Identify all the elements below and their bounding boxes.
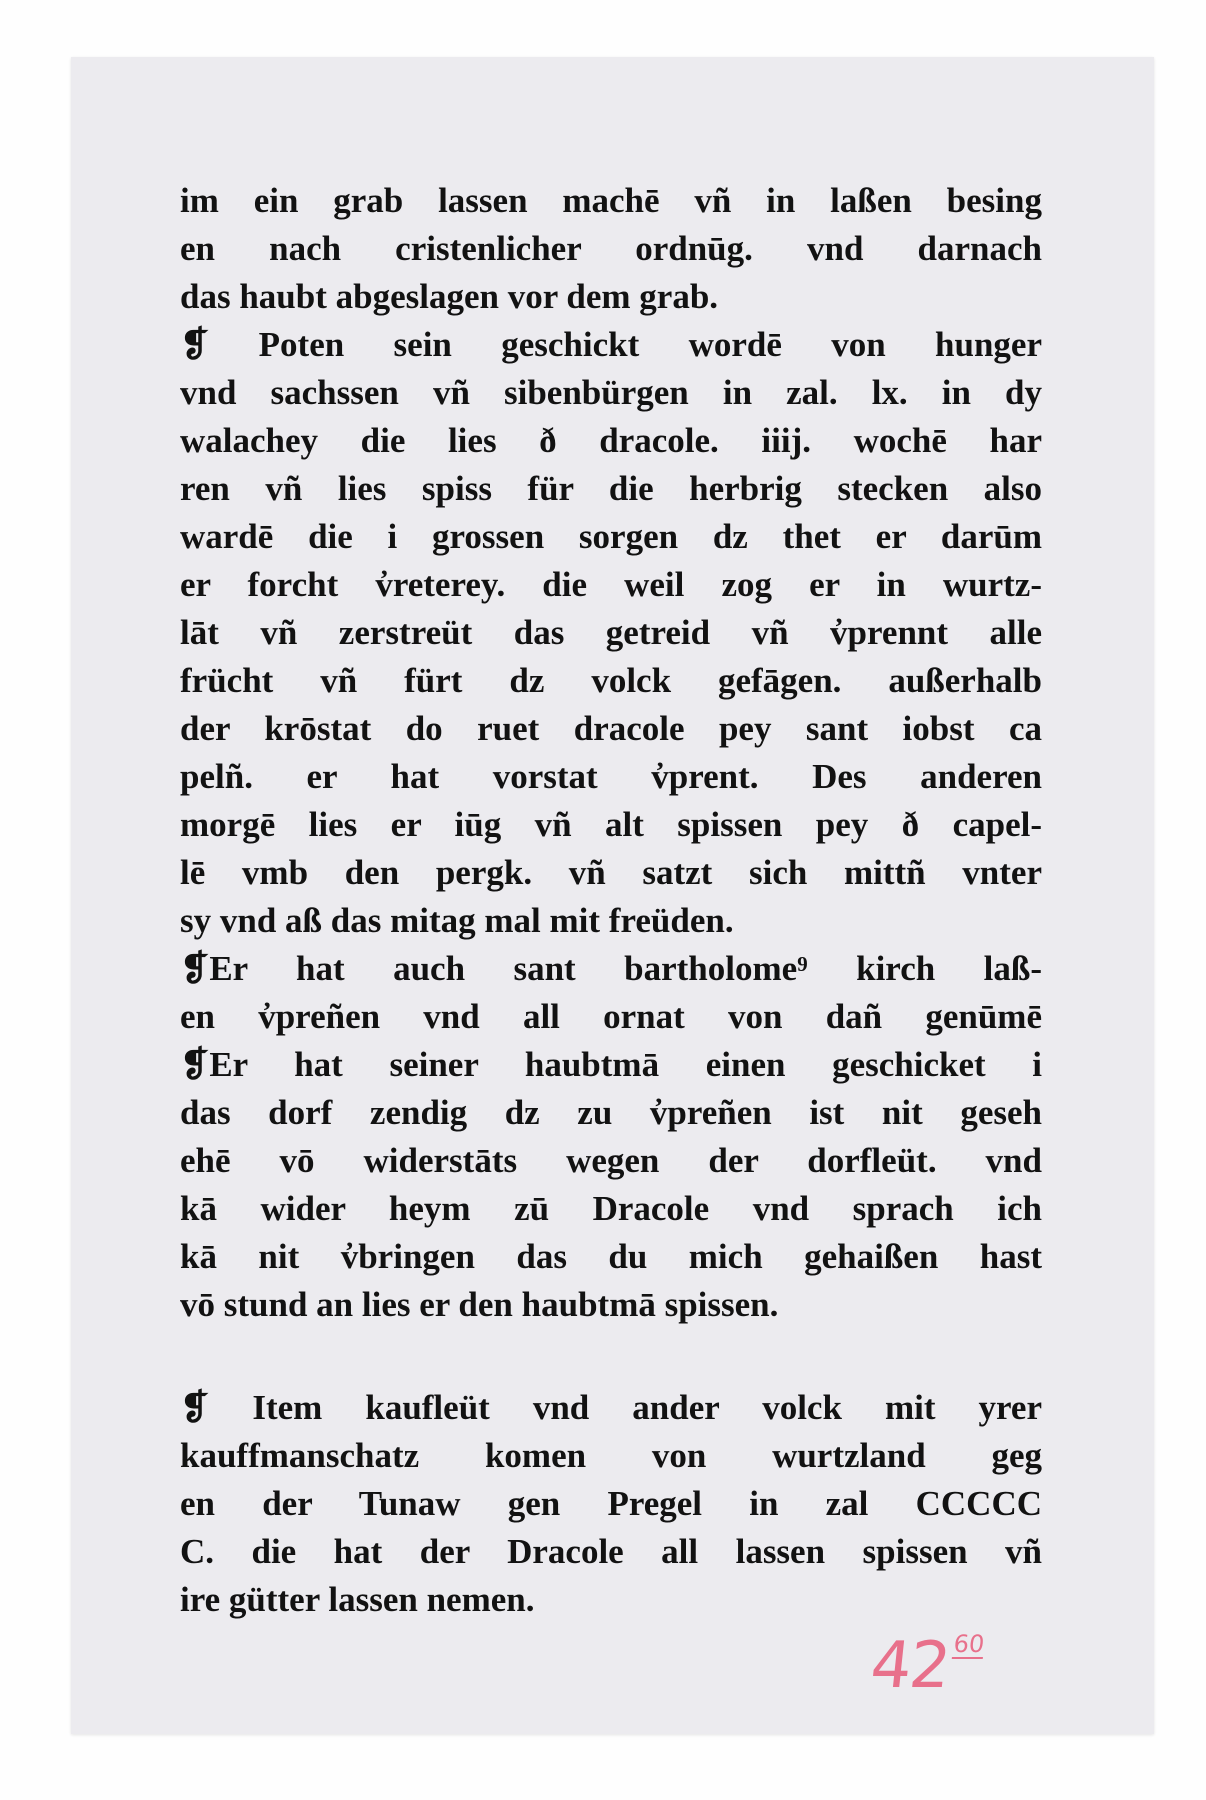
text-line: ehē vō widerstāts wegen der dorfleüt. vnd [180,1141,1042,1180]
text-line: en der Tunaw gen Pregel in zal CCCCC [180,1484,1042,1523]
text-line: lē vmb den pergk. vñ satzt sich mittñ vnter [180,853,1042,892]
text-line: kauffmanschatz komen von wurtzland geg [180,1436,1042,1475]
text-line: vō stund an lies er den haubtmā spissen. [180,1285,779,1324]
price-note-superscript: 60 [952,1630,986,1658]
text-line: kā nit v̓bringen das du mich gehaißen hast [180,1237,1042,1276]
page-text-block [180,177,1042,1624]
text-line: pelñ. er hat vorstat v̓prent. Des anderen [180,757,1042,796]
text-line: er forcht v̓reterey. die weil zog er in wurtz- [180,565,1042,604]
text-line: sy vnd aß das mitag mal mit freüden. [180,901,734,940]
text-line: lāt vñ zerstreüt das getreid vñ v̓prennt alle [180,613,1042,652]
text-line: vnd sachssen vñ sibenbürgen in zal. lx. in dy [180,373,1042,412]
text-line: en v̓preñen vnd all ornat von dañ genūmē [180,997,1042,1036]
text-line: das dorf zendig dz zu v̓preñen ist nit geseh [180,1093,1042,1132]
price-note-main: 42 [867,1629,953,1703]
text-line: ❡ Item kaufleüt vnd ander volck mit yrer [180,1388,1042,1427]
text-line: morgē lies er iūg vñ alt spissen pey ð capel- [180,805,1042,844]
text-line: en nach cristenlicher ordnūg. vnd darnach [180,229,1042,268]
text-line: C. die hat der Dracole all lassen spissen vñ [180,1532,1042,1571]
text-line: ❡ Poten sein geschickt wordē von hunger [180,325,1042,364]
text-line: kā wider heym zū Dracole vnd sprach ich [180,1189,1042,1228]
text-line: im ein grab lassen machē vñ in laßen besing [180,181,1042,220]
text-line: das haubt abgeslagen vor dem grab. [180,277,719,316]
printed-page-sheet [71,57,1154,1734]
text-line: ire gütter lassen nemen. [180,1580,535,1619]
text-line: ❡Er hat seiner haubtmā einen geschicket i [180,1045,1042,1084]
paragraph-gap [180,1329,1042,1384]
text-line: frücht vñ fürt dz volck gefāgen. außerhalb [180,661,1042,700]
text-line: ❡Er hat auch sant bartholome⁹ kirch laß- [180,949,1042,988]
pencil-price-note [867,1629,986,1703]
text-line: der krōstat do ruet dracole pey sant iobst ca [180,709,1042,748]
text-line: walachey die lies ð dracole. iiij. wochē har [180,421,1042,460]
text-line: ren vñ lies spiss für die herbrig stecken also [180,469,1042,508]
text-line: wardē die i grossen sorgen dz thet er darūm [180,517,1042,556]
